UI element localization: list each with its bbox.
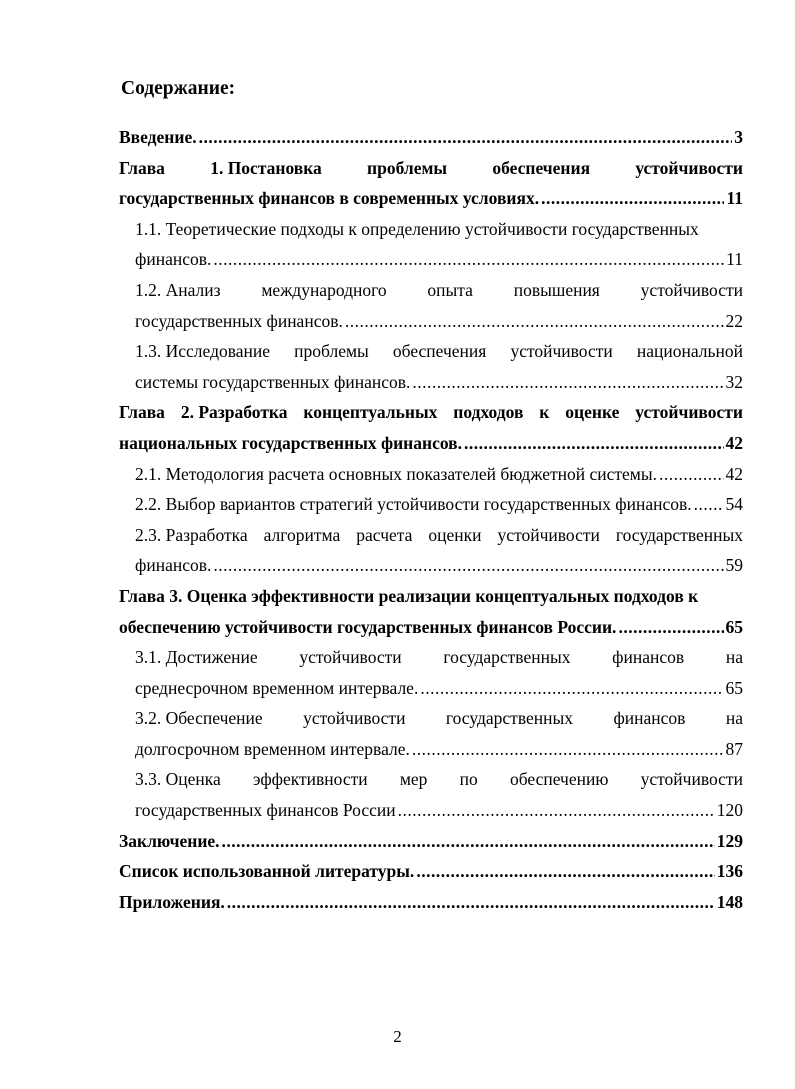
toc-entry-first-line xyxy=(135,642,743,673)
toc-entry xyxy=(119,489,743,520)
toc-entry xyxy=(119,397,743,458)
toc-page-number: 59 xyxy=(725,555,743,576)
page-number: 2 xyxy=(393,1027,402,1046)
toc-page-number: 32 xyxy=(725,371,743,392)
toc-page-number: 65 xyxy=(725,616,743,637)
toc-word: 2. Разработка xyxy=(180,402,288,423)
dot-leader xyxy=(618,612,723,643)
toc-entry xyxy=(119,153,743,214)
toc-word: мер xyxy=(399,769,428,790)
dot-leader xyxy=(213,244,724,275)
dot-leader xyxy=(199,122,733,153)
toc-word: проблемы xyxy=(294,341,369,362)
toc-page-number: 120 xyxy=(716,800,743,821)
toc-word: подходов xyxy=(453,402,524,423)
toc-entry-title: системы государственных финансов. xyxy=(135,371,411,392)
toc-word: по xyxy=(459,769,478,790)
toc-page-number: 42 xyxy=(725,463,743,484)
toc-word: устойчивости xyxy=(640,769,743,790)
toc-entry xyxy=(119,581,743,642)
toc-entry-line xyxy=(119,826,743,857)
toc-word: 2.3. Разработка xyxy=(135,524,248,545)
toc-word: государственных xyxy=(615,524,743,545)
toc-page-number: 3 xyxy=(734,127,743,147)
toc-entry-first-line xyxy=(119,581,743,612)
toc-entry-title: государственных финансов России xyxy=(135,800,396,821)
toc-entry-title: 2.2. Выбор вариантов стратегий устойчивости государственных финансов. xyxy=(135,494,692,515)
toc-entry-title: долгосрочном временном интервале. xyxy=(135,738,410,759)
toc-entry-line xyxy=(135,795,743,826)
toc-entry xyxy=(119,703,743,764)
toc-entry-line xyxy=(135,367,743,398)
table-of-contents xyxy=(119,122,743,917)
dot-leader xyxy=(213,550,723,581)
toc-word: международного xyxy=(261,279,387,300)
toc-word: на xyxy=(725,708,743,729)
toc-word: Глава xyxy=(119,402,165,423)
toc-word: устойчивости xyxy=(303,708,406,729)
toc-entry-line xyxy=(119,856,743,887)
toc-word: 1. Постановка xyxy=(210,157,322,178)
toc-entry-title: национальных государственных финансов. xyxy=(119,432,463,453)
toc-entry xyxy=(119,336,743,397)
toc-page-number: 22 xyxy=(725,310,743,331)
toc-word: устойчивости xyxy=(640,279,743,300)
toc-entry-title: финансов. xyxy=(135,555,212,576)
toc-word: оценке xyxy=(565,402,620,423)
toc-word: к xyxy=(539,402,550,423)
toc-entry-line xyxy=(119,122,743,153)
toc-entry xyxy=(119,122,743,153)
toc-entry-title: среднесрочном временном интервале. xyxy=(135,677,419,698)
dot-leader xyxy=(227,887,715,918)
toc-word: устойчивости xyxy=(635,157,743,178)
toc-page-number: 136 xyxy=(716,861,743,882)
toc-word: финансов xyxy=(612,647,685,668)
dot-leader xyxy=(659,459,724,490)
toc-page-number: 54 xyxy=(725,494,743,515)
toc-entry-line xyxy=(119,887,743,918)
toc-entry-line xyxy=(119,183,743,214)
toc-word: государственных xyxy=(443,647,571,668)
dot-leader xyxy=(541,183,724,214)
toc-entry-title: Приложения. xyxy=(119,891,225,912)
toc-page-number: 65 xyxy=(725,677,743,698)
toc-entry xyxy=(119,826,743,857)
toc-entry-first-line xyxy=(119,153,743,184)
toc-page-number: 148 xyxy=(716,891,743,912)
toc-entry-line xyxy=(135,459,743,490)
toc-entry-title: Список использованной литературы. xyxy=(119,861,415,882)
toc-word: устойчивости xyxy=(635,402,743,423)
toc-entry-line xyxy=(135,489,743,520)
toc-word: обеспечения xyxy=(492,157,591,178)
toc-word: алгоритма xyxy=(263,524,341,545)
toc-entry-title: финансов. xyxy=(135,249,212,270)
toc-word: обеспечения xyxy=(392,341,487,362)
toc-entry-first-line xyxy=(135,336,743,367)
toc-word: 1.2. Анализ xyxy=(135,279,221,300)
toc-entry xyxy=(119,214,743,275)
toc-page-number: 11 xyxy=(726,249,743,270)
toc-page-number: 129 xyxy=(716,830,743,851)
toc-entry-first-line xyxy=(135,275,743,306)
toc-entry xyxy=(119,642,743,703)
toc-entry-first-line xyxy=(135,703,743,734)
dot-leader xyxy=(412,367,723,398)
toc-entry-title: 2.1. Методология расчета основных показателей бюджетной системы. xyxy=(135,463,657,484)
toc-entry xyxy=(119,520,743,581)
toc-entry-title: Введение. xyxy=(119,127,197,147)
dot-leader xyxy=(464,428,723,459)
toc-entry xyxy=(119,764,743,825)
toc-word: устойчивости xyxy=(497,524,600,545)
toc-entry-line xyxy=(135,734,743,765)
toc-entry xyxy=(119,275,743,336)
toc-word: 1.3. Исследование xyxy=(135,341,271,362)
toc-word: Глава xyxy=(119,157,165,178)
toc-entry-first-line xyxy=(135,520,743,551)
toc-entry-title: государственных финансов. xyxy=(135,310,343,331)
toc-entry-line xyxy=(135,673,743,704)
toc-word: опыта xyxy=(427,279,473,300)
toc-word: государственных xyxy=(445,708,573,729)
toc-word: 1.1. Теоретические подходы к определению устойчивости государственных xyxy=(135,218,699,239)
toc-word: эффективности xyxy=(252,769,368,790)
toc-word: оценки xyxy=(428,524,482,545)
dot-leader xyxy=(416,856,714,887)
dot-leader xyxy=(412,734,724,765)
dot-leader xyxy=(398,795,715,826)
toc-word: Глава 3. Оценка эффективности реализации концептуальных подходов к xyxy=(119,585,699,606)
toc-entry-first-line xyxy=(119,397,743,428)
dot-leader xyxy=(222,826,715,857)
toc-word: 3.1. Достижение xyxy=(135,647,258,668)
toc-word: устойчивости xyxy=(299,647,402,668)
toc-entry-line xyxy=(135,550,743,581)
toc-page-number: 87 xyxy=(725,738,743,759)
toc-entry-first-line xyxy=(135,214,743,245)
toc-word: расчета xyxy=(356,524,413,545)
toc-entry xyxy=(119,887,743,918)
toc-entry-title: государственных финансов в современных условиях. xyxy=(119,188,540,209)
toc-entry-title: обеспечению устойчивости государственных финансов России. xyxy=(119,616,617,637)
toc-word: финансов xyxy=(613,708,686,729)
toc-word: обеспечению xyxy=(509,769,609,790)
toc-page-number: 11 xyxy=(726,188,743,209)
toc-entry-line xyxy=(119,612,743,643)
dot-leader xyxy=(694,489,724,520)
toc-page-number: 42 xyxy=(725,432,743,453)
toc-entry-line xyxy=(135,306,743,337)
toc-entry-title: Заключение. xyxy=(119,830,220,851)
toc-entry-line xyxy=(135,244,743,275)
toc-word: на xyxy=(725,647,743,668)
toc-word: национальной xyxy=(636,341,743,362)
toc-entry xyxy=(119,459,743,490)
toc-entry xyxy=(119,856,743,887)
toc-entry-line xyxy=(119,428,743,459)
toc-word: устойчивости xyxy=(510,341,613,362)
toc-word: повышения xyxy=(513,279,600,300)
toc-word: 3.2. Обеспечение xyxy=(135,708,263,729)
toc-heading: Содержание: xyxy=(121,78,236,99)
toc-word: 3.3. Оценка xyxy=(135,769,221,790)
dot-leader xyxy=(345,306,724,337)
toc-entry-first-line xyxy=(135,764,743,795)
toc-word: концептуальных xyxy=(303,402,438,423)
dot-leader xyxy=(420,673,723,704)
toc-word: проблемы xyxy=(367,157,448,178)
